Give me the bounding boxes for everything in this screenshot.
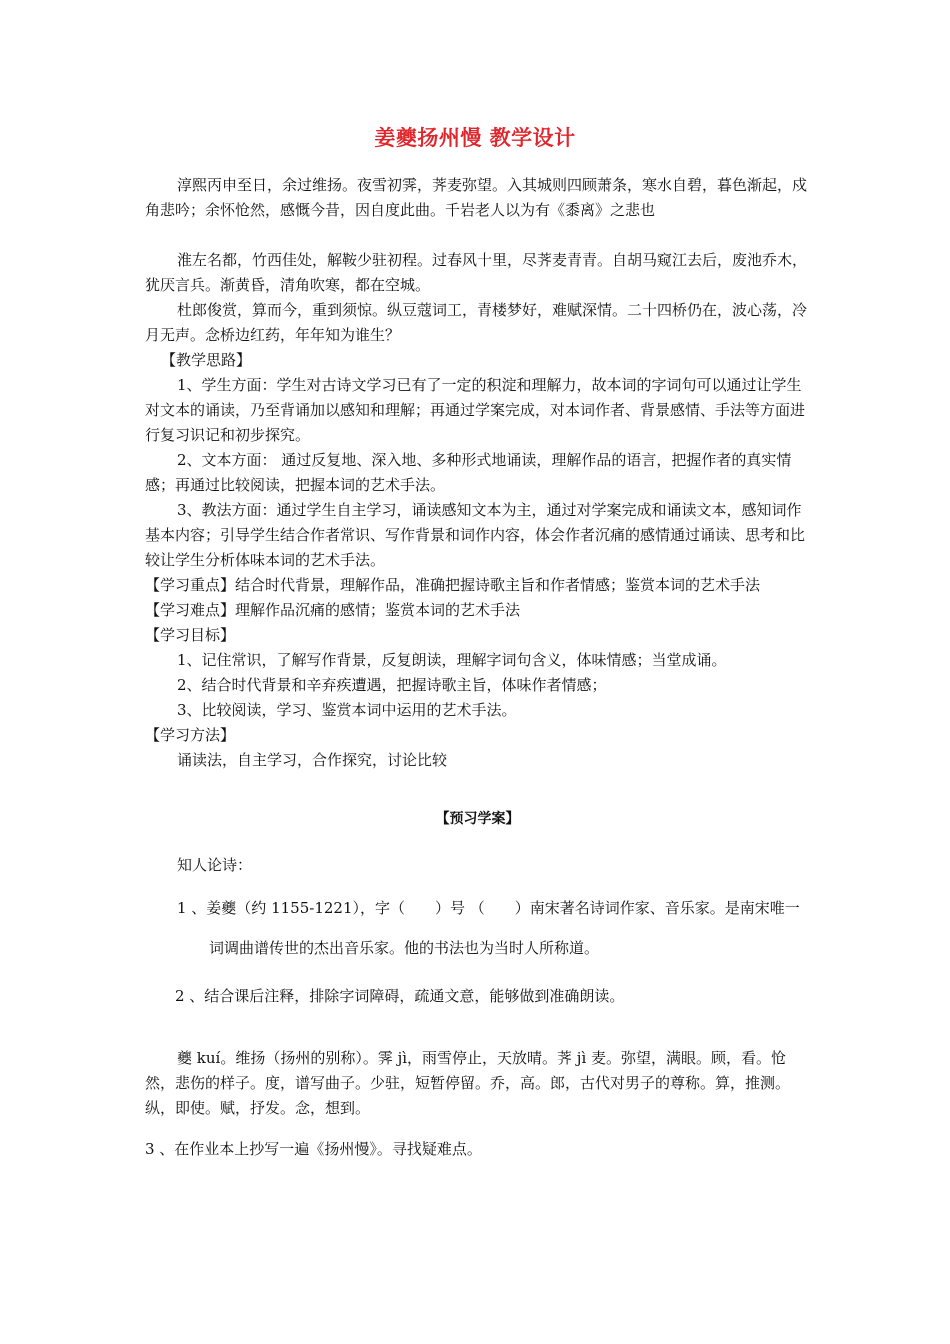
- key-points: 【学习重点】结合时代背景，理解作品，准确把握诗歌主旨和作者情感；鉴赏本词的艺术手法: [145, 576, 761, 594]
- vocabulary-notes: 夔 kuí。维扬（扬州的别称）。霁 jì，雨雪停止，天放晴。荠 jì 麦。弥望，满眼。顾，看。怆然，悲伤的样子。度，谱写曲子。少驻，短暂停留。乔，高。郎，古代对男子的尊称。算，推测。纵，即使。赋，抒发。念，想到。: [145, 1049, 791, 1117]
- document-body: [145, 173, 810, 1162]
- teaching-idea-2: 2、文本方面： 通过反复地、深入地、多种形式地诵读，理解作品的语言，把握作者的真实情感；再通过比较阅读，把握本词的艺术手法。: [145, 451, 792, 494]
- objectives-heading: 【学习目标】: [145, 626, 236, 644]
- objective-3: 3、比较阅读，学习、鉴赏本词中运用的艺术手法。: [177, 701, 517, 719]
- objective-2: 2、结合时代背景和辛弃疾遭遇，把握诗歌主旨，体味作者情感；: [177, 676, 607, 694]
- methods-text: 诵读法，自主学习，合作探究，讨论比较: [177, 751, 448, 769]
- methods-heading: 【学习方法】: [145, 726, 236, 744]
- teaching-idea-3: 3、教法方面：通过学生自主学习，诵读感知文本为主，通过对学案完成和诵读文本，感知词作基本内容；引导学生结合作者常识、写作背景和词作内容，体会作者沉痛的感情通过诵读、思考和比较让学生分析体味本词的艺术手法。: [145, 501, 806, 569]
- poem-preface: 淳熙丙申至日，余过维扬。夜雪初霁，荠麦弥望。入其城则四顾萧条，寒水自碧，暮色渐起，戍角悲吟；余怀怆然，感慨今昔，因自度此曲。千岩老人以为有《黍离》之悲也: [145, 176, 808, 219]
- preview-item-3: 3 、在作业本上抄写一遍《扬州慢》。寻找疑难点。: [145, 1140, 482, 1158]
- difficulties: 【学习难点】理解作品沉痛的感情；鉴赏本词的艺术手法: [145, 601, 521, 619]
- preview-item-2: 2 、结合课后注释，排除字词障碍，疏通文意，能够做到准确朗读。: [175, 987, 625, 1005]
- poem-stanza-2: 杜郎俊赏，算而今，重到须惊。纵豆蔻词工，青楼梦好，难赋深情。二十四桥仍在，波心荡，冷月无声。念桥边红药，年年知为谁生？: [145, 301, 808, 344]
- teaching-ideas-heading: 【教学思路】: [161, 351, 252, 369]
- preview-item-1: 1 、姜夔（约 1155-1221），字（ ）号 （ ）南宋著名诗词作家、音乐家。是南宋唯一词调曲谱传世的杰出音乐家。他的书法也为当时人所称道。: [177, 899, 800, 957]
- preview-intro: 知人论诗：: [177, 856, 253, 874]
- page-title: 姜夔扬州慢 教学设计: [374, 126, 576, 150]
- objective-1: 1、记住常识，了解写作背景，反复朗读，理解字词句含义，体味情感；当堂成诵。: [177, 651, 727, 669]
- teaching-idea-1: 1、学生方面：学生对古诗文学习已有了一定的积淀和理解力，故本词的字词句可以通过让学生对文本的诵读，乃至背诵加以感知和理解；再通过学案完成，对本词作者、背景感情、手法等方面进行复习识记和初步探究。: [145, 376, 806, 444]
- preview-heading: 【预习学案】: [435, 811, 520, 827]
- poem-stanza-1: 淮左名都，竹西佳处，解鞍少驻初程。过春风十里，尽荠麦青青。自胡马窥江去后，废池乔木，犹厌言兵。渐黄昏，清角吹寒，都在空城。: [145, 251, 808, 294]
